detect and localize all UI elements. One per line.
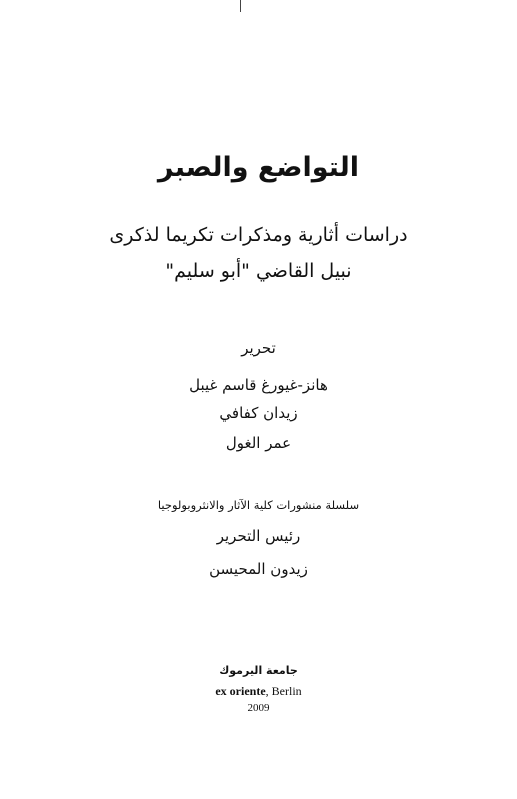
editor-name: زيدان كفافي [219, 404, 298, 422]
editor-name: عمر الغول [225, 434, 292, 452]
page-edge-mark [240, 0, 241, 12]
editor-in-chief-name: زيدون المحيسن [209, 560, 308, 578]
book-subtitle: دراسات أثارية ومذكرات تكريما لذكرى [109, 224, 408, 246]
publication-year: 2009 [247, 702, 270, 714]
book-title: التواضع والصبر [157, 152, 360, 183]
honoree-name: نبيل القاضي "أبو سليم" [165, 260, 352, 282]
publisher-name: ex oriente [215, 684, 266, 698]
editor-name: هانز-غيورغ قاسم غيبل [189, 376, 328, 394]
publisher-city: , Berlin [265, 684, 302, 698]
university-name: جامعة اليرموك [219, 664, 298, 677]
series-title: سلسلة منشورات كلية الآثار والانثروبولوجيا [157, 498, 360, 512]
publisher-line [0, 684, 517, 699]
edited-by-label: تحرير [241, 339, 276, 357]
editor-in-chief-label: رئيس التحرير [216, 527, 301, 545]
